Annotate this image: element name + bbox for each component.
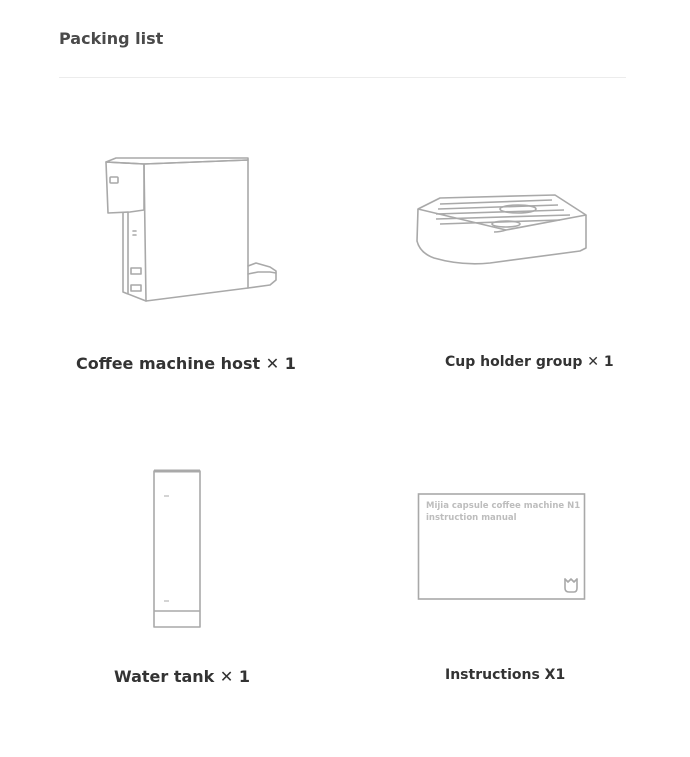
- item-label-coffee-machine-host: Coffee machine host ✕ 1: [76, 354, 296, 373]
- item-label-water-tank: Water tank ✕ 1: [114, 667, 250, 686]
- page-title: Packing list: [59, 29, 164, 48]
- instruction-manual-illustration: [416, 491, 588, 603]
- manual-cover-title: Mijia capsule coffee machine N1: [426, 501, 581, 511]
- cup-holder-illustration: [410, 186, 594, 272]
- mijia-logo-icon: [565, 579, 577, 592]
- manual-cover-subtitle: instruction manual: [426, 513, 517, 523]
- water-tank-illustration: [150, 466, 206, 632]
- coffee-machine-illustration: [100, 152, 282, 308]
- title-divider: [59, 77, 626, 78]
- item-label-cup-holder-group: Cup holder group ✕ 1: [445, 354, 614, 370]
- item-label-instructions: Instructions X1: [445, 667, 566, 683]
